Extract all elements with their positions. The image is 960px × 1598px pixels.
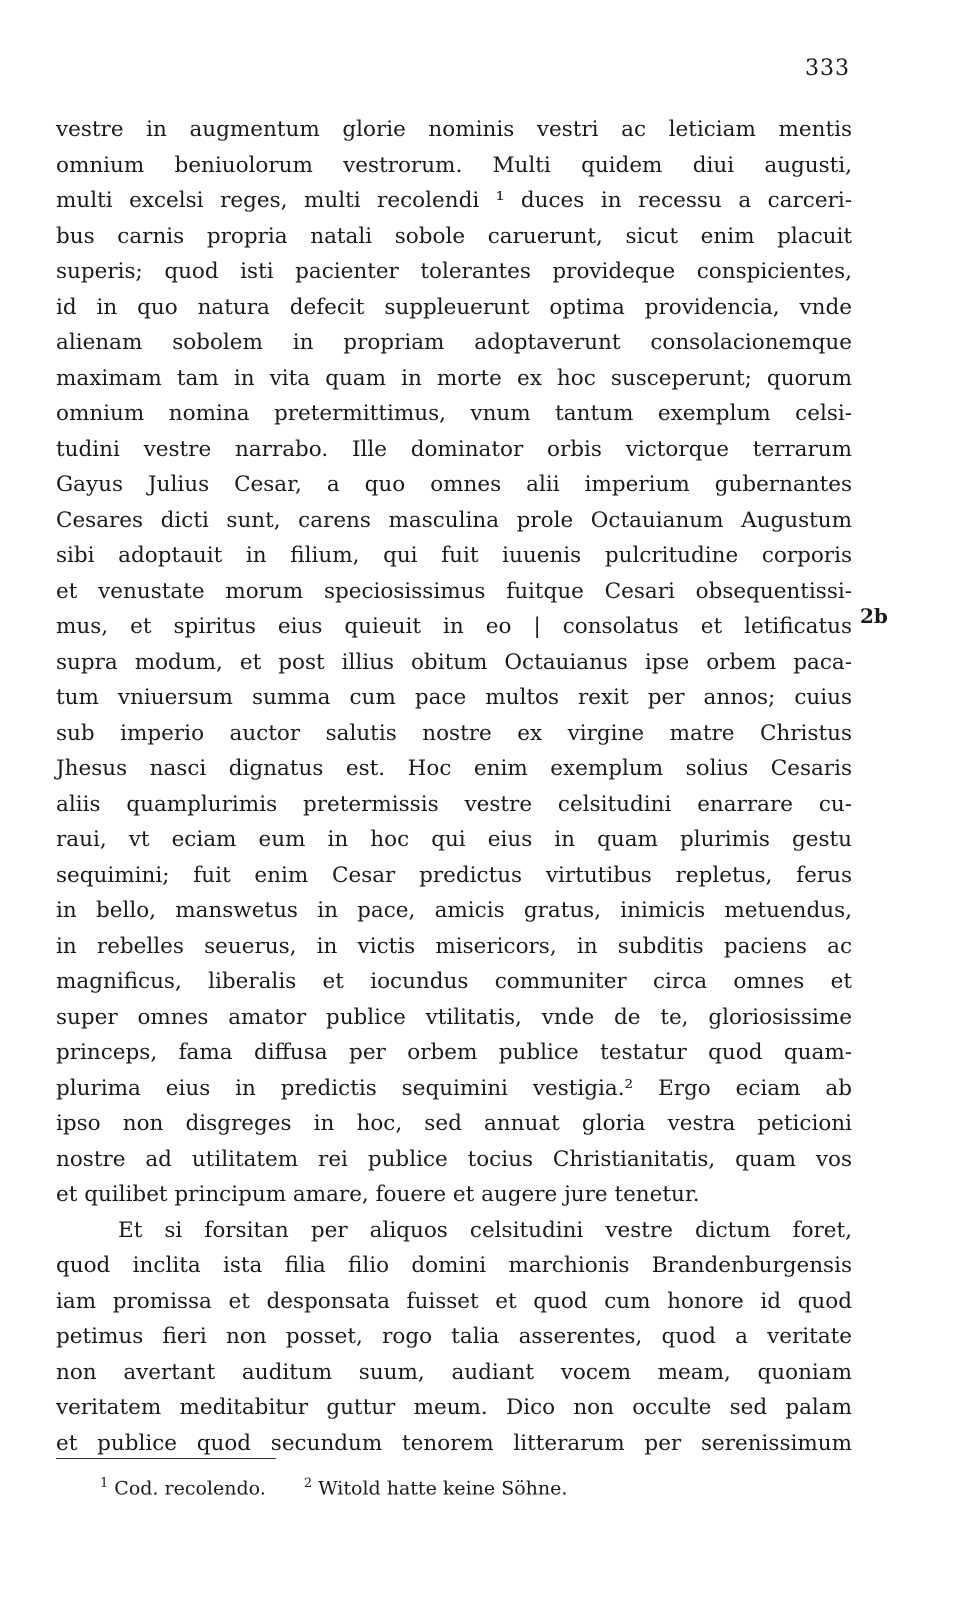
text-line: sub imperio auctor salutis nostre ex virgine matre Christus: [56, 720, 852, 746]
text-line: multi excelsi reges, multi recolendi ¹ duces in recessu a carceri-: [56, 188, 852, 213]
text-line: vestre in augmentum glorie nominis vestri ac leticiam mentis: [56, 117, 852, 142]
footnote-1: [100, 1476, 266, 1499]
text-line: veritatem meditabitur guttur meum. Dico non occulte sed palam: [56, 1395, 852, 1420]
text-line: iam promissa et desponsata fuisset et quod cum honore id quod: [56, 1288, 852, 1314]
text-line: mus, et spiritus eius quieuit in eo | consolatus et letificatus: [56, 614, 852, 639]
text-line: super omnes amator publice vtilitatis, vnde de te, gloriosissime: [56, 1004, 852, 1030]
text-line: bus carnis propria natali sobole caruerunt, sicut enim placuit: [56, 223, 852, 249]
text-line: superis; quod isti pacienter tolerantes provideque conspicientes,: [56, 259, 852, 284]
text-line-paragraph-end: et quilibet principum amare, fouere et augere jure tenetur.: [56, 1182, 700, 1207]
footnote-2: [304, 1476, 568, 1499]
text-line: ipso non disgreges in hoc, sed annuat gloria vestra peticioni: [56, 1111, 852, 1136]
text-line: tum vniuersum summa cum pace multos rexit per annos; cuius: [56, 685, 852, 710]
body-text: [56, 112, 852, 1461]
text-line-paragraph-start: Et si forsitan per aliquos celsitudini vestre dictum foret,: [118, 1217, 852, 1243]
text-line: id in quo natura defecit suppleuerunt optima providencia, vnde: [56, 294, 852, 320]
footnote-divider: [56, 1458, 276, 1459]
margin-note: 2b: [860, 604, 888, 628]
text-line: magnificus, liberalis et iocundus communiter circa omnes et: [56, 969, 852, 994]
text-line: omnium nomina pretermittimus, vnum tantum exemplum celsi-: [56, 401, 852, 426]
text-line: non avertant auditum suum, audiant vocem meam, quoniam: [56, 1359, 852, 1385]
text-line: plurima eius in predictis sequimini vestigia.² Ergo eciam ab: [56, 1075, 852, 1101]
text-line: Jhesus nasci dignatus est. Hoc enim exemplum solius Cesaris: [56, 756, 852, 781]
text-line: princeps, fama diffusa per orbem publice testatur quod quam-: [56, 1040, 852, 1065]
text-line: Cesares dicti sunt, carens masculina prole Octauianum Augustum: [56, 507, 852, 533]
footnote-mark: 1: [100, 1476, 109, 1491]
text-line: nostre ad utilitatem rei publice tocius Christianitatis, quam vos: [56, 1146, 852, 1172]
text-line: sequimini; fuit enim Cesar predictus virtutibus repletus, ferus: [56, 862, 852, 888]
text-line: aliis quamplurimis pretermissis vestre celsitudini enarrare cu-: [56, 791, 852, 817]
text-line: et venustate morum speciosissimus fuitque Cesari obsequentissi-: [56, 578, 852, 604]
page-number: 333: [805, 56, 850, 81]
footnote-text: Witold hatte keine Söhne.: [318, 1477, 568, 1500]
text-line: Gayus Julius Cesar, a quo omnes alii imperium gubernantes: [56, 472, 852, 497]
text-line: maximam tam in vita quam in morte ex hoc susceperunt; quorum: [56, 365, 852, 391]
footnote-text: Cod. recolendo.: [114, 1477, 266, 1500]
text-line: omnium beniuolorum vestrorum. Multi quidem diui augusti,: [56, 152, 852, 178]
text-line: sibi adoptauit in filium, qui fuit iuuenis pulcritudine corporis: [56, 543, 852, 568]
text-line: in bello, manswetus in pace, amicis gratus, inimicis metuendus,: [56, 898, 852, 923]
footnotes: [100, 1476, 599, 1499]
text-line: tudini vestre narrabo. Ille dominator orbis victorque terrarum: [56, 436, 852, 462]
text-line: in rebelles seuerus, in victis misericors, in subditis paciens ac: [56, 933, 852, 959]
text-line: raui, vt eciam eum in hoc qui eius in quam plurimis gestu: [56, 827, 852, 852]
text-line: et publice quod secundum tenorem litterarum per serenissimum: [56, 1430, 852, 1456]
text-line: petimus fieri non posset, rogo talia asserentes, quod a veritate: [56, 1324, 852, 1349]
footnote-mark: 2: [303, 1476, 313, 1491]
text-line: alienam sobolem in propriam adoptaverunt consolacionemque: [56, 330, 852, 355]
text-line: quod inclita ista filia filio domini marchionis Brandenburgensis: [56, 1253, 852, 1278]
text-line: supra modum, et post illius obitum Octauianus ipse orbem paca-: [56, 649, 852, 675]
